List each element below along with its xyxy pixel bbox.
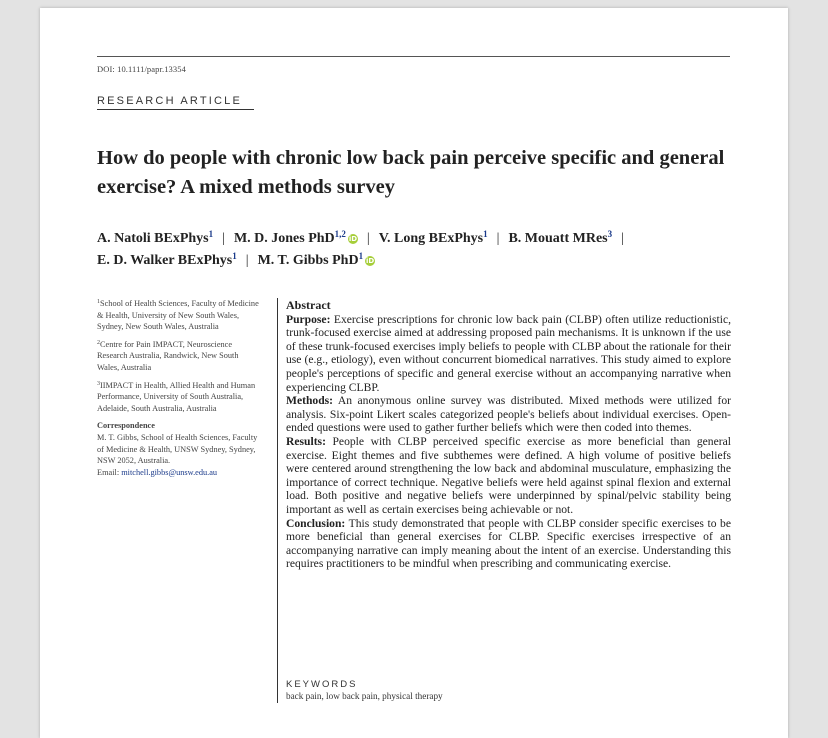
author[interactable]: V. Long BExPhys$^1$ (378, 229, 488, 246)
orcid-icon[interactable]: iD (365, 257, 375, 265)
affiliation: $^3$IIMPACT in Health, Allied Health and Human Performance, University of South Australia, Adelaide, South Australia, Australia (97, 380, 256, 413)
affiliations (97, 298, 262, 478)
author-line-2 (97, 250, 737, 272)
author-separator: | (366, 231, 370, 246)
paper-title: How do people with chronic low back pain perceive specific and general exercise? A mixed methods survey (97, 147, 725, 198)
author-line-1 (97, 228, 737, 250)
article-type-underline (97, 109, 254, 110)
abstract (286, 299, 731, 571)
author[interactable]: M. T. Gibbs PhD$^1$ iD (257, 251, 375, 268)
abstract-results: Results: People with CLBP perceived specific exercise as more beneficial than general exercise. Eight themes and five subthemes were defined. A high volume of positive beliefs were centered around strengthening the low back and abdominal musculature, emphasizing the importance of correct technique. Negative beliefs were held against spinal flexion and external load. Both positive and negative beliefs were underpinned by spinal/pelvic stability being important as well as certain exercises being achievable or not. (286, 434, 731, 516)
doi[interactable]: DOI: 10.1111/papr.13354 (97, 64, 186, 74)
affiliation-ref[interactable]: 1 (483, 229, 488, 239)
author-separator: | (621, 231, 624, 246)
orcid-icon[interactable]: iD (348, 235, 358, 243)
affiliation-ref[interactable]: 1 (232, 251, 237, 261)
author-separator: | (245, 253, 249, 268)
author[interactable]: A. Natoli BExPhys$^1$ (97, 229, 214, 246)
affiliation-ref[interactable]: 1 (208, 229, 214, 239)
author-separator: | (496, 231, 500, 246)
author[interactable]: E. D. Walker BExPhys$^1$ (97, 251, 237, 268)
keywords-list: back pain, low back pain, physical therapy (286, 691, 443, 701)
header-rule (97, 56, 730, 57)
correspondence-heading: Correspondence (97, 421, 155, 431)
author-separator: | (222, 231, 225, 246)
column-divider (277, 298, 278, 703)
abstract-methods: Methods: An anonymous online survey was distributed. Mixed methods were utilized for analysis. Six-point Likert scales categorized people's beliefs about individual exercises. Open-ended questions were used to gather further beliefs which were then coded into themes. (286, 394, 732, 435)
paper-page (40, 8, 788, 738)
affiliation-ref[interactable]: 3 (607, 229, 613, 239)
article-type: RESEARCH ARTICLE (97, 95, 243, 107)
correspondence-address: M. T. Gibbs, School of Health Sciences, Faculty of Medicine & Health, UNSW Sydney, Sydney, NSW 2052, Australia. (97, 432, 258, 466)
email-link[interactable]: mitchell.gibbs@unsw.edu.au (121, 467, 218, 477)
correspondence-email-line: Email: mitchell.gibbs@unsw.edu.au (97, 467, 218, 477)
abstract-heading: Abstract (286, 298, 331, 312)
abstract-purpose: Purpose: Exercise prescriptions for chronic low back pain (CLBP) often utilize reductionistic, trunk-focused exercise aimed at addressing proposed pain mechanisms. It is unknown if the use of these trunk-focused exercises imply beliefs to people with CLBP about the rationale for their use (e.g., etiology), even without concurrent biomedical narratives. This study aimed to explore people's perceptions of specific and general exercise without an accompanying narrative when experiencing CLBP. (286, 312, 731, 394)
affiliation-ref[interactable]: 1,2 (334, 229, 346, 239)
author-list (97, 228, 737, 272)
keywords-heading: KEYWORDS (286, 679, 358, 690)
author[interactable]: B. Mouatt MRes$^3$ (508, 229, 613, 246)
author[interactable]: M. D. Jones PhD$^{1,2}$ iD (233, 229, 358, 246)
affiliation: $^1$School of Health Sciences, Faculty of Medicine & Health, University of New South Wales, Sydney, New South Wales, Australia (97, 299, 259, 332)
abstract-conclusion: Conclusion: This study demonstrated that people with CLBP consider specific exercises to be more beneficial than general exercises for CLBP. Specific exercises irrespective of an accompanying narrative can imply meaning about the intent of an exercise. Understanding this requires practitioners to be mindful when prescribing and communicating exercise. (286, 516, 731, 571)
affiliation-ref[interactable]: 1 (358, 251, 364, 261)
affiliation: $^2$Centre for Pain IMPACT, Neuroscience Research Australia, Randwick, New South Wales, Australia (97, 339, 239, 372)
